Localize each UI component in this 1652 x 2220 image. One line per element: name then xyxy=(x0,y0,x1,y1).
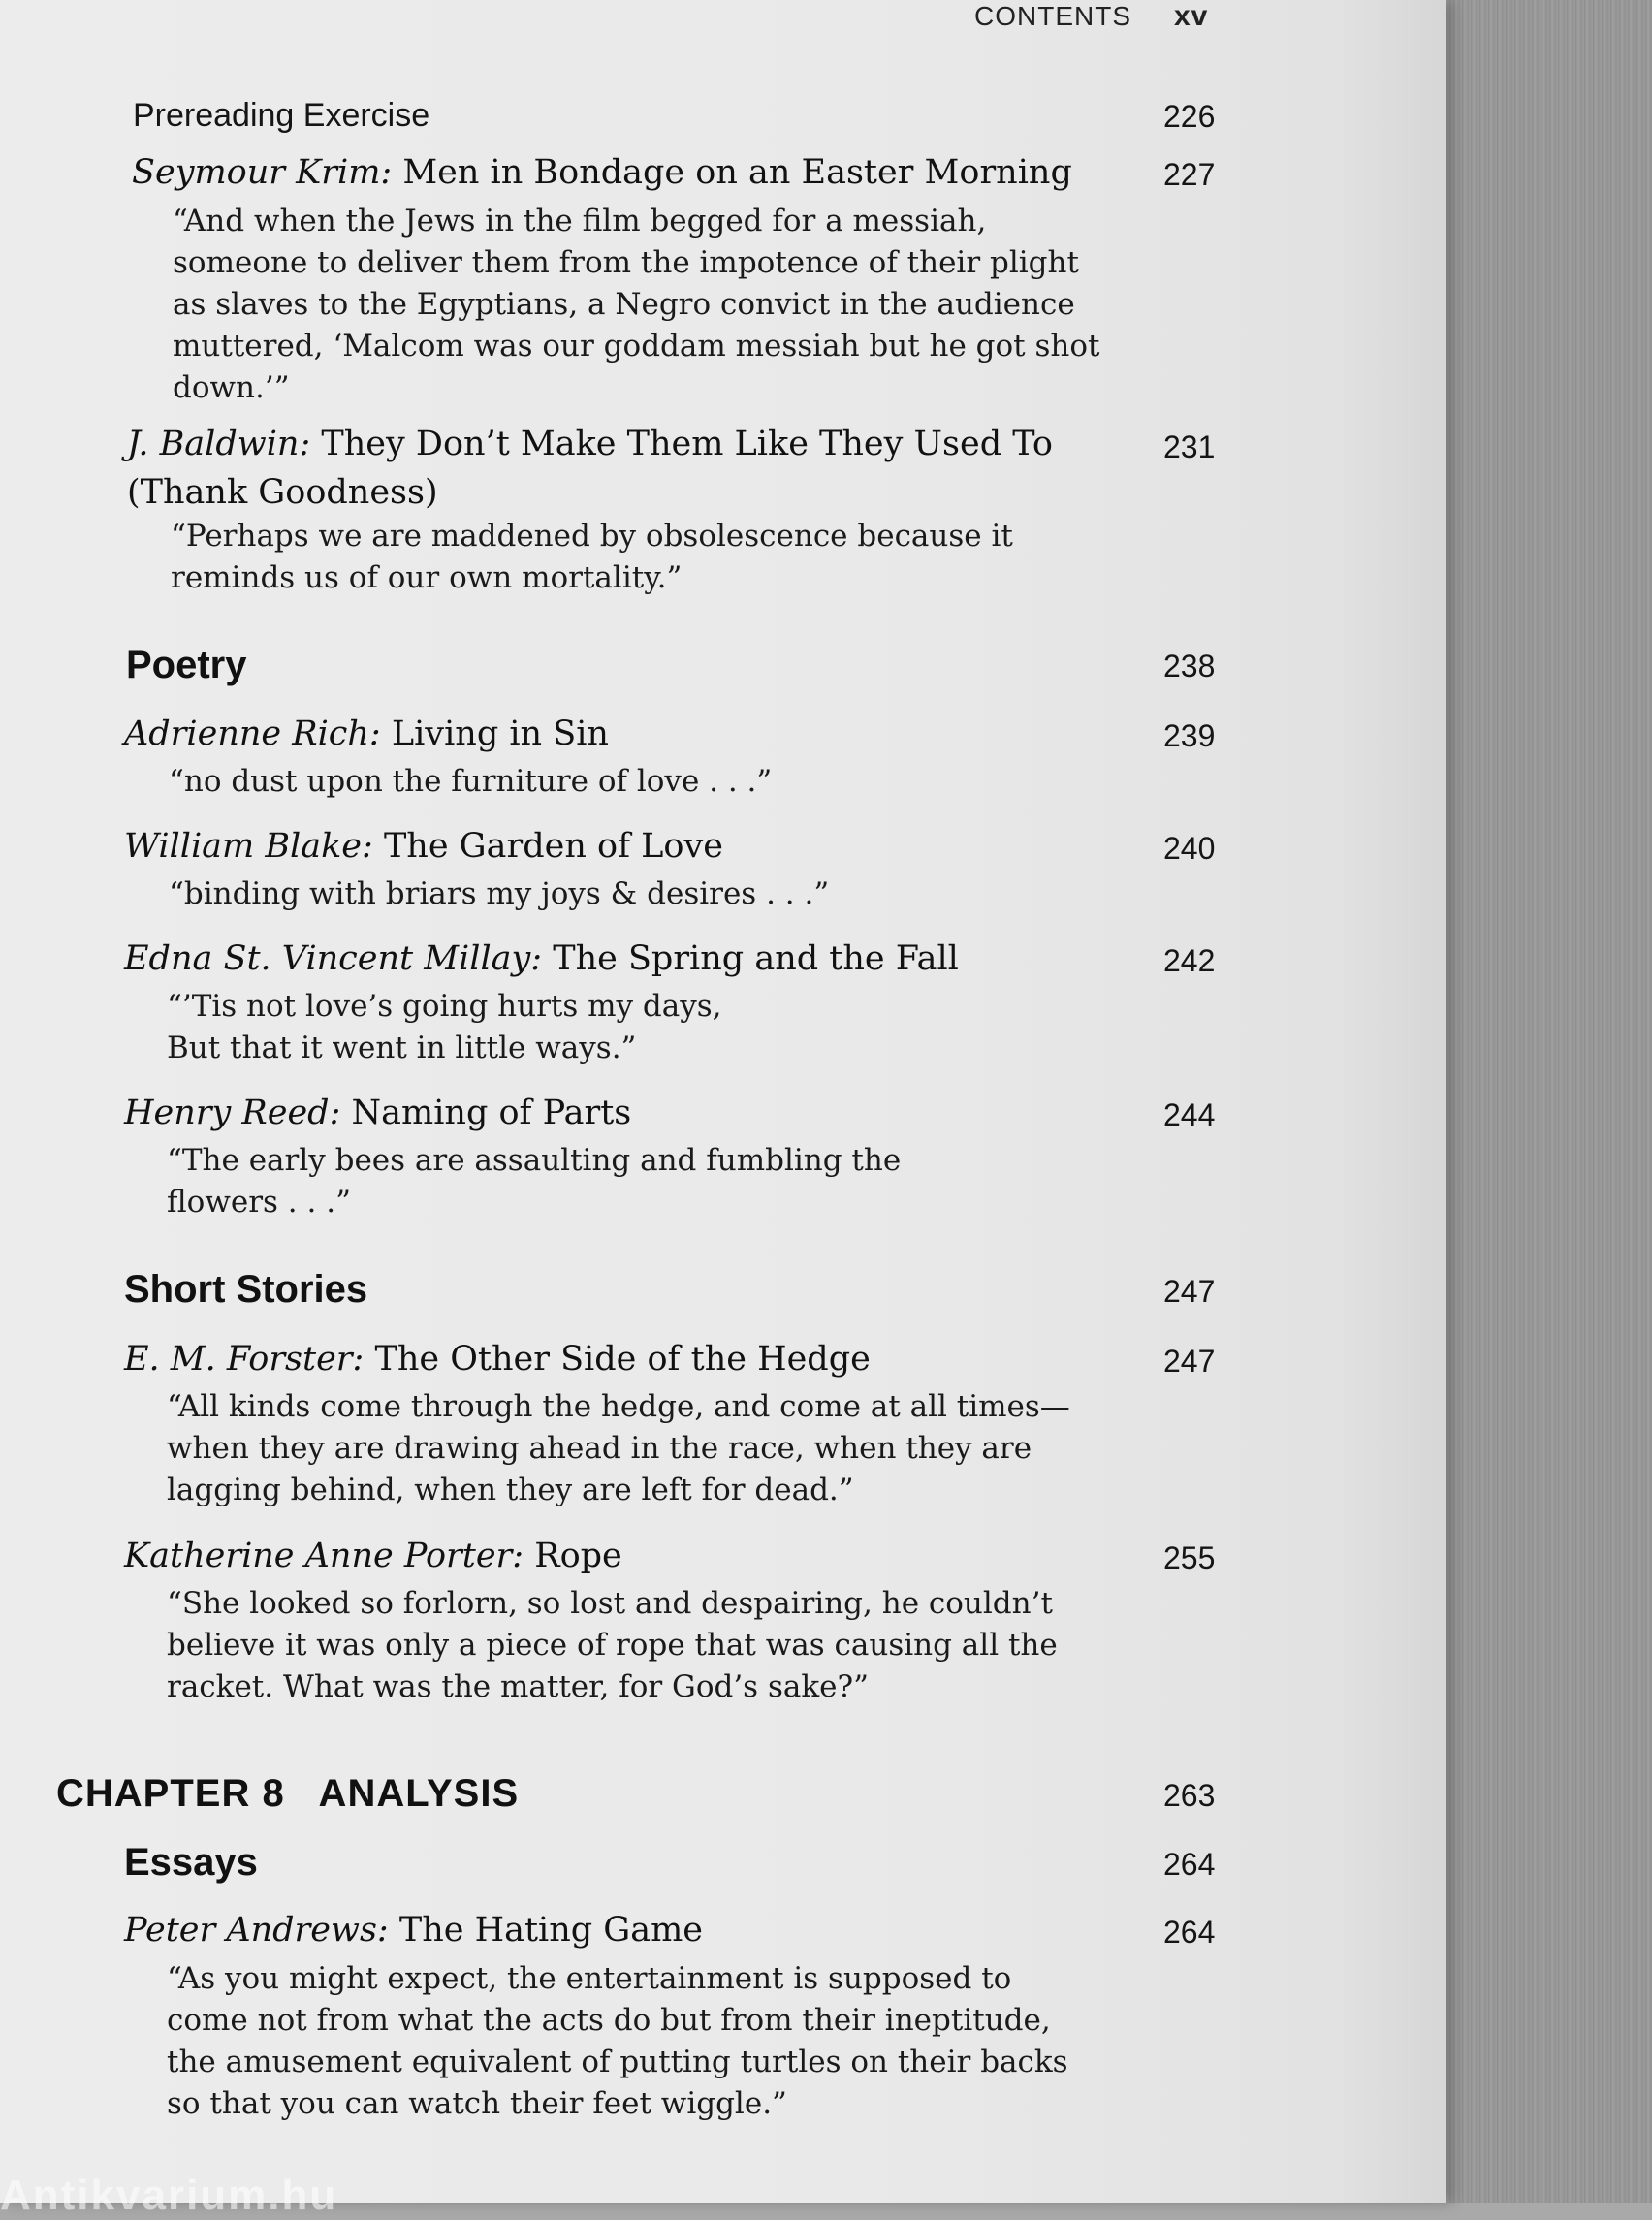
entry-quote xyxy=(167,1583,1058,1708)
running-head xyxy=(974,0,1208,33)
running-head-label: CONTENTS xyxy=(974,1,1131,31)
author-name: Peter Andrews: xyxy=(124,1911,389,1950)
page-number: 247 xyxy=(1163,1344,1216,1379)
entry-quote xyxy=(173,201,1100,409)
entry-quote xyxy=(171,516,1013,599)
quote-line: muttered, ‘Malcom was our goddam messiah but he got shot xyxy=(173,329,1100,364)
page-number: 264 xyxy=(1163,1915,1216,1950)
section-title: Short Stories xyxy=(124,1268,368,1311)
entry-heading xyxy=(124,827,723,866)
entry-quote xyxy=(167,986,721,1069)
work-title: Naming of Parts xyxy=(351,1094,632,1132)
page-number: 263 xyxy=(1163,1778,1216,1813)
author-name: William Blake: xyxy=(124,827,373,866)
quote-line: when they are drawing ahead in the race, when they are xyxy=(167,1431,1032,1466)
quote-line: “The early bees are assaulting and fumbling the xyxy=(167,1143,902,1178)
background-surface xyxy=(1445,0,1652,2203)
entry-heading xyxy=(124,1094,631,1132)
running-head-page-number: xv xyxy=(1174,0,1209,32)
quote-line: “no dust upon the furniture of love . . .” xyxy=(169,764,773,799)
quote-line: “Perhaps we are maddened by obsolescence because it xyxy=(171,519,1013,554)
work-title: Men in Bondage on an Easter Morning xyxy=(402,153,1072,192)
entry-heading xyxy=(132,153,1072,192)
entry-heading xyxy=(124,1537,622,1575)
author-name: Henry Reed: xyxy=(124,1094,341,1132)
entry-heading xyxy=(124,939,959,978)
page-number: 227 xyxy=(1163,157,1216,192)
entry-quote xyxy=(169,761,772,803)
quote-line: But that it went in little ways.” xyxy=(167,1031,637,1065)
work-title: Rope xyxy=(534,1537,622,1575)
author-name: Seymour Krim: xyxy=(132,153,393,192)
watermark-text: Antikvarium.hu xyxy=(0,2172,338,2219)
chapter-title: CHAPTER 8 ANALYSIS xyxy=(56,1772,520,1815)
quote-line: racket. What was the matter, for God’s sake?” xyxy=(167,1669,869,1704)
entry-heading xyxy=(124,714,609,753)
entry-heading xyxy=(124,1340,871,1379)
quote-line: lagging behind, when they are left for dead.” xyxy=(167,1473,854,1507)
work-title-continued: (Thank Goodness) xyxy=(127,473,438,512)
entry-quote xyxy=(167,1386,1070,1511)
work-title: The Garden of Love xyxy=(383,827,723,866)
quote-line: “As you might expect, the entertainment is supposed to xyxy=(167,1961,1012,1996)
quote-line: “She looked so forlorn, so lost and despairing, he couldn’t xyxy=(167,1586,1053,1621)
entry-quote xyxy=(167,1958,1068,2125)
page-number: 244 xyxy=(1163,1097,1216,1132)
page-number: 238 xyxy=(1163,649,1216,683)
quote-line: as slaves to the Egyptians, a Negro convict in the audience xyxy=(173,287,1075,322)
quote-line: “binding with briars my joys & desires . . .” xyxy=(169,876,830,911)
quote-line: “’Tis not love’s going hurts my days, xyxy=(167,989,722,1024)
quote-line: believe it was only a piece of rope that was causing all the xyxy=(167,1628,1058,1663)
entry-quote xyxy=(167,1140,901,1223)
quote-line: so that you can watch their feet wiggle.” xyxy=(167,2086,787,2121)
page-number: 239 xyxy=(1163,718,1216,753)
page-number: 255 xyxy=(1163,1540,1216,1575)
page-number: 242 xyxy=(1163,943,1216,978)
quote-line: flowers . . .” xyxy=(167,1185,351,1220)
quote-line: down.’” xyxy=(173,370,290,405)
author-name: E. M. Forster: xyxy=(124,1340,365,1379)
author-name: Edna St. Vincent Millay: xyxy=(124,939,543,978)
author-name: Adrienne Rich: xyxy=(124,714,381,753)
entry-heading xyxy=(124,1911,703,1950)
author-name: J. Baldwin: xyxy=(127,425,311,463)
work-title: The Spring and the Fall xyxy=(553,939,959,978)
quote-line: come not from what the acts do but from their ineptitude, xyxy=(167,2003,1051,2038)
page-number: 264 xyxy=(1163,1847,1216,1882)
page-number: 247 xyxy=(1163,1274,1216,1309)
quote-line: “All kinds come through the hedge, and come at all times— xyxy=(167,1389,1070,1424)
author-name: Katherine Anne Porter: xyxy=(124,1537,524,1575)
work-title: The Hating Game xyxy=(398,1911,704,1950)
quote-line: reminds us of our own mortality.” xyxy=(171,560,683,595)
section-title: Essays xyxy=(124,1841,258,1884)
page-number: 226 xyxy=(1163,99,1216,134)
work-title: Living in Sin xyxy=(391,714,609,753)
entry-heading xyxy=(127,425,1053,463)
quote-line: the amusement equivalent of putting turtles on their backs xyxy=(167,2045,1068,2079)
entry-quote xyxy=(169,873,829,915)
section-title: Poetry xyxy=(126,644,247,686)
page-number: 240 xyxy=(1163,831,1216,866)
subsection-title: Prereading Exercise xyxy=(133,97,430,134)
page-number: 231 xyxy=(1163,429,1216,464)
quote-line: “And when the Jews in the film begged for a messiah, xyxy=(173,204,987,238)
work-title: The Other Side of the Hedge xyxy=(374,1340,871,1379)
quote-line: someone to deliver them from the impotence of their plight xyxy=(173,245,1079,280)
work-title: They Don’t Make Them Like They Used To xyxy=(321,425,1053,463)
